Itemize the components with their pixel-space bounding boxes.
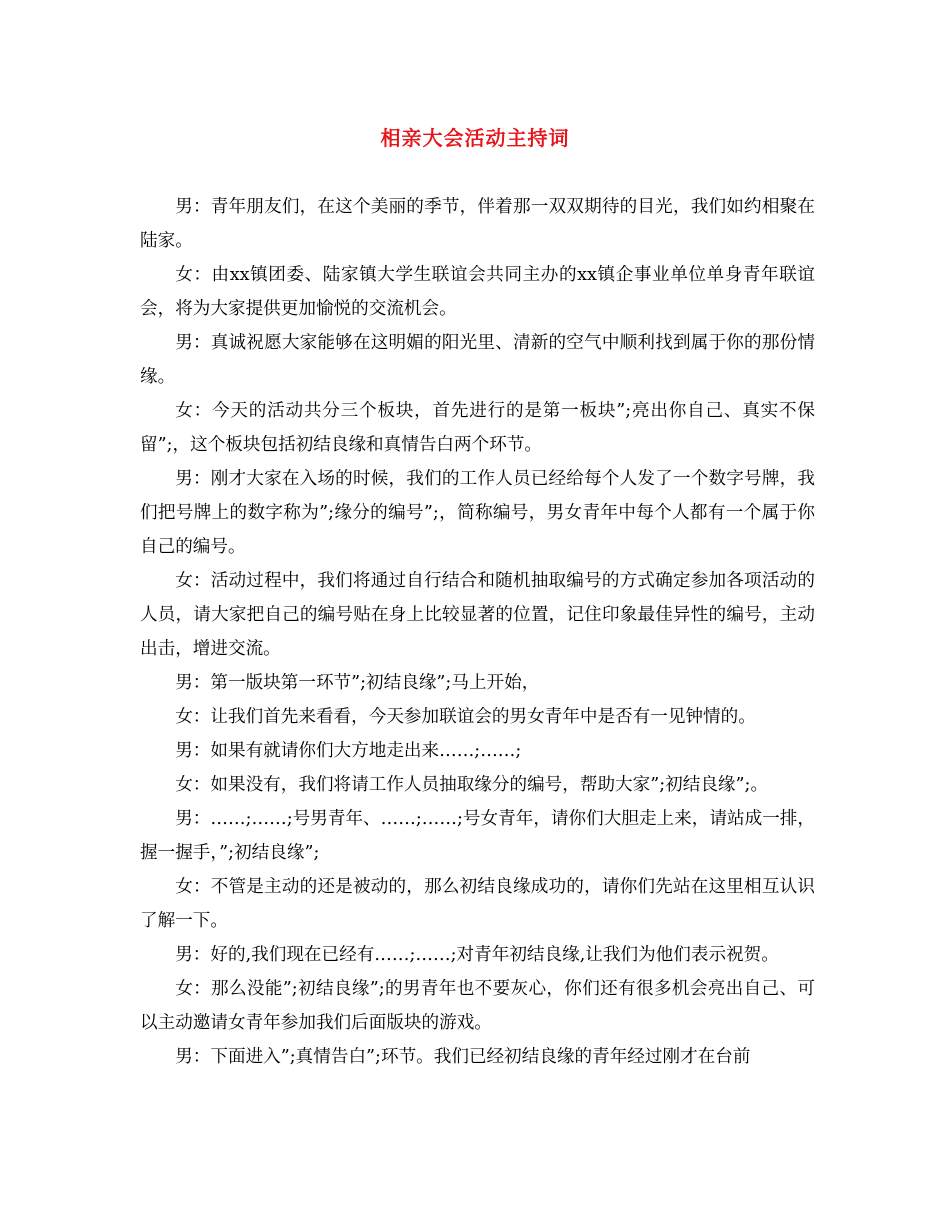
paragraph: 男：如果有就请你们大方地走出来……;……; [175, 741, 522, 761]
paragraph: 男：下面进入”;真情告白”;环节。我们已经初结良缘的青年经过刚才在台前 [175, 1047, 751, 1067]
paragraph: 女：让我们首先来看看，今天参加联谊会的男女青年中是否有一见钟情的。 [175, 707, 756, 727]
paragraph: 男：……;……;号男青年、……;……;号女青年，请你们大胆走上来，请站成一排，握一握手，”;初结良缘”; [140, 809, 815, 863]
document-title: 相亲大会活动主持词 [380, 126, 570, 150]
paragraph: 男：真诚祝愿大家能够在这明媚的阳光里、清新的空气中顺利找到属于你的那份情缘。 [140, 333, 815, 387]
paragraph: 男：第一版块第一环节”;初结良缘”;马上开始， [175, 673, 540, 693]
paragraph: 女：不管是主动的还是被动的，那么初结良缘成功的，请你们先站在这里相互认识了解一下。 [140, 877, 815, 931]
paragraph: 男：青年朋友们，在这个美丽的季节，伴着那一双双期待的目光，我们如约相聚在陆家。 [140, 197, 815, 251]
paragraph: 女：活动过程中，我们将通过自行结合和随机抽取编号的方式确定参加各项活动的人员，请大家把自己的编号贴在身上比较显著的位置，记住印象最佳异性的编号，主动出击，增进交流。 [140, 571, 815, 659]
paragraph: 女：今天的活动共分三个板块，首先进行的是第一板块”;亮出你自己、真实不保留”;，这个板块包括初结良缘和真情告白两个环节。 [140, 401, 815, 455]
paragraph: 男：刚才大家在入场的时候，我们的工作人员已经给每个人发了一个数字号牌，我们把号牌上的数字称为”;缘分的编号”;，简称编号，男女青年中每个人都有一个属于你自己的编号。 [140, 469, 815, 557]
paragraph: 男：好的,我们现在已经有……;……;对青年初结良缘,让我们为他们表示祝贺。 [175, 945, 779, 965]
paragraph: 女：由xx镇团委、陆家镇大学生联谊会共同主办的xx镇企事业单位单身青年联谊会，将为大家提供更加愉悦的交流机会。 [140, 265, 815, 319]
paragraph: 女：那么没能”;初结良缘”;的男青年也不要灰心，你们还有很多机会亮出自己、可以主动邀请女青年参加我们后面版块的游戏。 [140, 979, 815, 1033]
paragraph: 女：如果没有，我们将请工作人员抽取缘分的编号，帮助大家”;初结良缘”;。 [175, 775, 769, 795]
document-body [140, 190, 815, 1074]
